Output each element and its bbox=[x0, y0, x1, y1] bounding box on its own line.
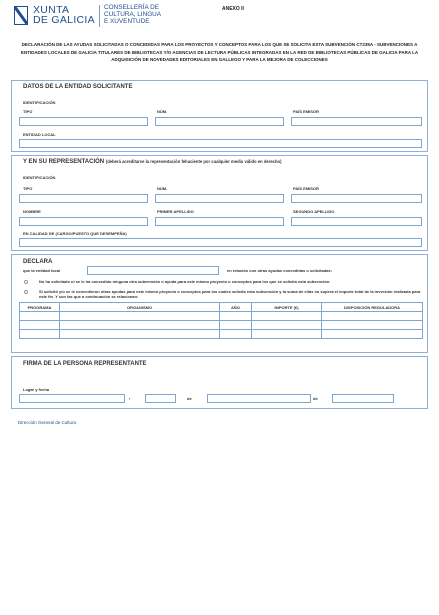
applicant-section-title: DATOS DE LA ENTIDAD SOLICITANTE bbox=[23, 84, 133, 90]
footer-directorate: Dirección General de Cultura bbox=[18, 420, 77, 425]
rep-nombre-field[interactable] bbox=[19, 217, 148, 226]
annex-label: ANEXO II bbox=[222, 6, 244, 12]
dept-line3: E XUVENTUDE bbox=[104, 18, 150, 26]
table-cell[interactable] bbox=[252, 330, 322, 339]
other-aid-table bbox=[19, 302, 423, 339]
table-cell[interactable] bbox=[60, 321, 220, 330]
col-programa: PROGRAMA bbox=[20, 303, 60, 312]
dept-line2: CULTURA, LINGUA bbox=[104, 11, 162, 19]
rep-num-label: NÚM. bbox=[157, 186, 168, 191]
applicant-tipo-label: TIPO bbox=[23, 109, 33, 114]
logo-divider bbox=[99, 5, 100, 27]
rep-cargo-field[interactable] bbox=[19, 238, 422, 247]
option-other-aid-radio[interactable] bbox=[24, 290, 28, 294]
table-cell[interactable] bbox=[20, 330, 60, 339]
representative-title-text: Y EN SU REPRESENTACIÓN bbox=[23, 159, 105, 165]
table-cell[interactable] bbox=[20, 312, 60, 321]
table-cell[interactable] bbox=[322, 321, 423, 330]
day-field[interactable] bbox=[145, 394, 176, 403]
table-row bbox=[20, 321, 423, 330]
rep-identification-label: IDENTIFICACIÓN bbox=[23, 175, 56, 180]
org-name-line1: XUNTA bbox=[33, 4, 70, 16]
representative-note: (deberá acreditarse la representación fehaciente por cualquier medio válido en derecho) bbox=[105, 159, 282, 164]
applicant-num-label: NÚM. bbox=[157, 109, 168, 114]
declara-entity-field[interactable] bbox=[87, 266, 219, 275]
col-organismo: ORGANISMO bbox=[60, 303, 220, 312]
declaration-title: DECLARACIÓN DE LAS AYUDAS SOLICITADAS O CONCEDIDAS PARA LOS PROYECTOS Y CONCEPTOS PARA LOS QUE SE SOLICITA ESTA SUBVENCIÓN CT235A - SUBVENCIONES A ENTIDADES LOCALES DE GALICIA TITULARES DE BIBLIOTECAS Y/O AGENCIAS DE LECTURA PÚBLICAS INTEGRADAS EN LA RED DE BIBLIOTECAS PÚBLICAS DE GALICIA PARA LA ADQUISICIÓN DE NOVEDADES EDITORIALES EN GALLEGO Y PARA LA MEJORA DE COLECCIONES bbox=[20, 42, 419, 63]
rep-apellido1-field[interactable] bbox=[155, 217, 284, 226]
galicia-flag-icon bbox=[14, 6, 28, 25]
representative-section bbox=[11, 155, 428, 251]
applicant-tipo-field[interactable] bbox=[19, 117, 148, 126]
rep-pais-label: PAÍS EMISOR bbox=[293, 186, 319, 191]
applicant-section bbox=[11, 80, 428, 152]
applicant-pais-field[interactable] bbox=[291, 117, 422, 126]
declara-entity-suffix: en relación con otras ayudas concedidas o solicitadas: bbox=[227, 268, 332, 273]
declara-entity-prefix: que la entidad local bbox=[23, 268, 61, 273]
table-cell[interactable] bbox=[220, 321, 252, 330]
table-cell[interactable] bbox=[60, 312, 220, 321]
table-header-row bbox=[20, 303, 423, 312]
table-cell[interactable] bbox=[252, 321, 322, 330]
col-ano: AÑO bbox=[220, 303, 252, 312]
option-no-aid-text: No ha solicitado ni se le ha concedido ninguna otra subvención o ayuda para este mismo proyecto o conceptos para los que se solicita esta subvención. bbox=[39, 279, 331, 284]
rep-apellido2-field[interactable] bbox=[291, 217, 422, 226]
declara-section bbox=[11, 254, 428, 353]
table-row bbox=[20, 312, 423, 321]
signature-title: FIRMA DE LA PERSONA REPRESENTANTE bbox=[23, 361, 147, 367]
applicant-identification-label: IDENTIFICACIÓN bbox=[23, 100, 56, 105]
year-field[interactable] bbox=[332, 394, 394, 403]
table-cell[interactable] bbox=[322, 312, 423, 321]
option-other-aid-text: Si solicitó y/o se le concedieron otras ayudas para este mismo proyecto o conceptos para los cuales solicita esta subvención y la suma de ellas no supera el importe total de la inversión realizada para este fin. Y son las que a continuación se relacionan: bbox=[39, 289, 421, 299]
applicant-pais-label: PAÍS EMISOR bbox=[293, 109, 319, 114]
declara-title: DECLARA bbox=[23, 259, 53, 265]
rep-apellido2-label: SEGUNDO APELLIDO bbox=[293, 209, 335, 214]
org-name-line2: DE GALICIA bbox=[33, 14, 95, 26]
table-cell[interactable] bbox=[252, 312, 322, 321]
applicant-entidad-label: ENTIDAD LOCAL bbox=[23, 132, 56, 137]
table-row bbox=[20, 330, 423, 339]
month-field[interactable] bbox=[207, 394, 311, 403]
table-cell[interactable] bbox=[220, 330, 252, 339]
rep-cargo-label: EN CALIDAD DE (CARGO/PUESTO QUE DESEMPEÑA) bbox=[23, 231, 127, 236]
place-date-label: Lugar y fecha bbox=[23, 387, 50, 392]
applicant-entidad-field[interactable] bbox=[19, 139, 422, 148]
table-cell[interactable] bbox=[322, 330, 423, 339]
applicant-num-field[interactable] bbox=[155, 117, 284, 126]
signature-section bbox=[11, 356, 428, 409]
table-cell[interactable] bbox=[60, 330, 220, 339]
de-label-2: de bbox=[313, 396, 318, 401]
table-cell[interactable] bbox=[20, 321, 60, 330]
col-disposicion: DISPOSICIÓN REGULADORA bbox=[322, 303, 423, 312]
comma-separator: , bbox=[129, 395, 131, 401]
rep-apellido1-label: PRIMER APELLIDO bbox=[157, 209, 194, 214]
option-no-aid-radio[interactable] bbox=[24, 280, 28, 284]
de-label-1: de bbox=[187, 396, 192, 401]
rep-tipo-label: TIPO bbox=[23, 186, 33, 191]
department-name bbox=[104, 4, 161, 26]
rep-nombre-label: NOMBRE bbox=[23, 209, 41, 214]
place-field[interactable] bbox=[19, 394, 125, 403]
representative-section-title bbox=[23, 159, 282, 165]
table-cell[interactable] bbox=[220, 312, 252, 321]
dept-line1: CONSELLERÍA DE bbox=[104, 4, 160, 11]
org-name bbox=[33, 5, 95, 25]
rep-tipo-field[interactable] bbox=[19, 194, 148, 203]
rep-num-field[interactable] bbox=[155, 194, 284, 203]
rep-pais-field[interactable] bbox=[291, 194, 422, 203]
col-importe: IMPORTE (€) bbox=[252, 303, 322, 312]
